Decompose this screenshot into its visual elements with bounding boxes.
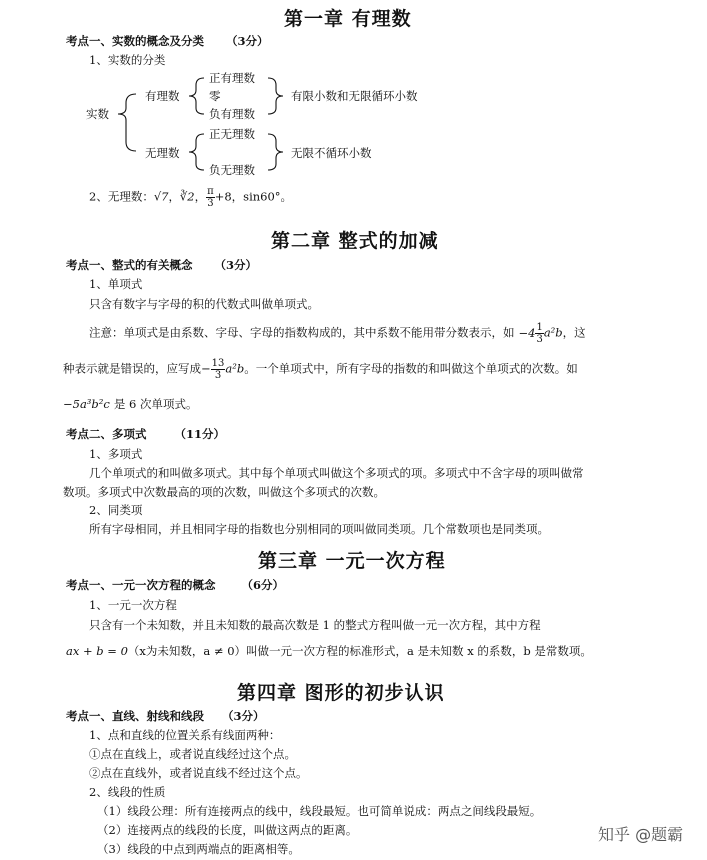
ch4-p3: （3）线段的中点到两端点的距离相等。 <box>97 842 300 856</box>
tree-rational-note: 有限小数和无限循环小数 <box>291 89 418 103</box>
watermark: 知乎 @题霸 <box>598 825 684 844</box>
tree-pos-rational: 正有理数 <box>209 71 255 85</box>
ch2-kaodian1-heading: 考点一、整式的有关概念 （3分） <box>66 258 258 272</box>
chapter2-title: 第二章 整式的加减 <box>271 230 439 252</box>
tree-pos-irrational: 正无理数 <box>209 127 255 141</box>
ch2-def1: 只含有数字与字母的积的代数式叫做单项式。 <box>89 297 319 311</box>
ch2-item2: 1、多项式 <box>89 447 143 461</box>
ch2-item3: 2、同类项 <box>89 503 143 517</box>
ch1-item2: 2、无理数：√7，∛2， $\frac{\pi}{3}$ +8，sin60°。 <box>89 186 293 209</box>
ch2-kaodian1-score: （3分） <box>214 258 258 272</box>
tree-zero: 零 <box>209 89 221 103</box>
ch2-note-line2: 种表示就是错误的，应写成− $\frac{13}{3}$ a²b。一个单项式中，所有字母的指数的和叫做这个单项式的次数。如 <box>63 358 578 381</box>
tree-irrational-note: 无限不循环小数 <box>291 146 372 160</box>
tree-irrational: 无理数 <box>145 146 180 160</box>
ch4-p1: （1）线段公理：所有连接两点的线中，线段最短。也可简单说成：两点之间线段最短。 <box>97 804 542 818</box>
ch2-kaodian2-score: （11分） <box>174 427 226 441</box>
ch3-kaodian1-heading: 考点一、一元一次方程的概念 （6分） <box>66 578 285 592</box>
ch4-item2: 2、线段的性质 <box>89 785 166 799</box>
tree-neg-rational: 负有理数 <box>209 107 255 121</box>
chapter3-title: 第三章 一元一次方程 <box>258 550 446 572</box>
sqrt7: √7 <box>153 189 169 204</box>
tree-root-real: 实数 <box>86 107 109 121</box>
ch4-sub2: ②点在直线外，或者说直线不经过这个点。 <box>89 766 308 780</box>
pi-over-3: $\frac{\pi}{3}$ <box>207 186 214 209</box>
ch2-def2-line1: 几个单项式的和叫做多项式。其中每个单项式叫做这个多项式的项。多项式中不含字母的项叫做常 <box>89 466 584 480</box>
ch2-note-line1: 注意：单项式是由系数、字母、字母的指数构成的，其中系数不能用带分数表示，如 −4 $\frac{1}{3}$ a²b，这 <box>89 322 586 345</box>
chapter1-title: 第一章 有理数 <box>284 8 412 30</box>
ch1-kaodian1-heading: 考点一、实数的概念及分类 （3分） <box>66 34 269 48</box>
ch4-sub1: ①点在直线上，或者说直线经过这个点。 <box>89 747 296 761</box>
chapter4-title: 第四章 图形的初步认识 <box>237 682 445 704</box>
ch4-item1: 1、点和直线的位置关系有线面两种： <box>89 728 281 742</box>
ch3-def1: 只含有一个未知数，并且未知数的最高次数是 1 的整式方程叫做一元一次方程，其中方程 <box>89 618 541 632</box>
ch3-item1: 1、一元一次方程 <box>89 598 177 612</box>
ch2-def2-line2: 数项。多项式中次数最高的项的次数，叫做这个多项式的次数。 <box>63 485 385 499</box>
ch4-p2: （2）连接两点的线段的长度，叫做这两点的距离。 <box>97 823 358 837</box>
ch1-kaodian1-score: （3分） <box>226 34 269 48</box>
tree-neg-irrational: 负无理数 <box>209 163 255 177</box>
ch2-def3: 所有字母相同，并且相同字母的指数也分别相同的项叫做同类项。几个常数项也是同类项。 <box>89 522 549 536</box>
ch2-note-line3: −5a³b²c 是 6 次单项式。 <box>63 397 198 411</box>
ch3-def2: ax + b = 0（x为未知数，a ≠ 0）叫做一元一次方程的标准形式，a 是未知数 x 的系数，b 是常数项。 <box>66 644 592 658</box>
ch4-kaodian1-score: （3分） <box>222 709 265 723</box>
ch2-kaodian2-heading: 考点二、多项式 （11分） <box>66 427 226 441</box>
cbrt2: ∛2 <box>179 189 195 204</box>
ch4-kaodian1-heading: 考点一、直线、射线和线段 （3分） <box>66 709 265 723</box>
ch2-item1: 1、单项式 <box>89 277 143 291</box>
tree-rational: 有理数 <box>145 89 180 103</box>
ch3-kaodian1-score: （6分） <box>241 578 285 592</box>
ch1-item1: 1、实数的分类 <box>89 53 166 67</box>
